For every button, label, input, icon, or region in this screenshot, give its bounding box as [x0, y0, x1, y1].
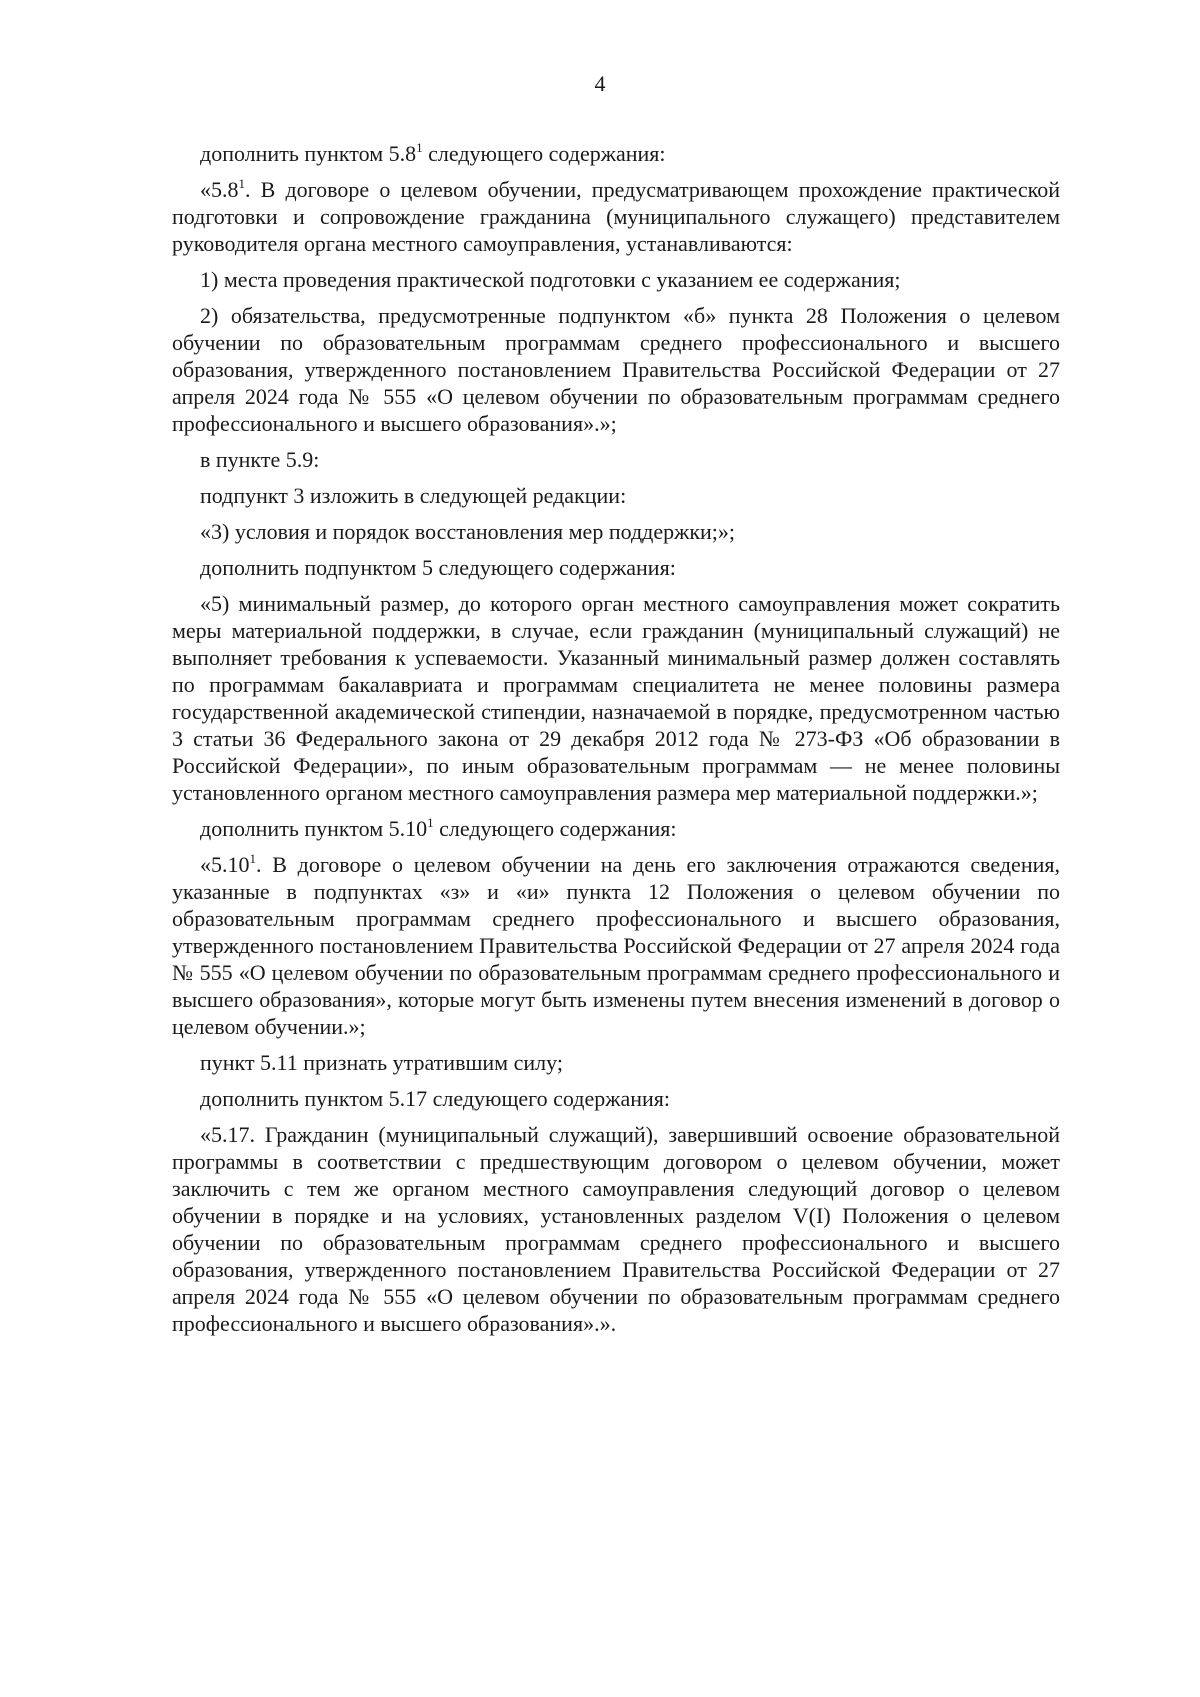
paragraph-text: «5.17. Гражданин (муниципальный служащий), завершивший освоение образовательной программы в соответствии с предшествующим договором о целевом обучении, может заключить с тем же органом местного самоуправления следующий договор о целевом обучении в порядке и на условиях, установленных разделом V(I) Положения о целевом обучении по образовательным программам среднего профессионального и высшего образования, утвержденного постановлением Правительства Российской Федерации от 27 апреля 2024 года № 555 «О целевом обучении по образовательным программам среднего профессионального и высшего образования».».	[172, 1122, 1060, 1336]
paragraph-text-tail: . В договоре о целевом обучении на день его заключения отражаются сведения, указанные в подпунктах «з» и «и» пункта 12 Положения о целевом обучении по образовательным программам среднего профессионального и высшего образования, утвержденного постановлением Правительства Российской Федерации от 27 апреля 2024 года № 555 «О целевом обучении по образовательным программам среднего профессионального и высшего образования», которые могут быть изменены путем внесения изменений в договор о целевом обучении.»;	[172, 852, 1060, 1039]
paragraph	[172, 482, 1060, 509]
paragraph-text: «5) минимальный размер, до которого орган местного самоуправления может сократить меры материальной поддержки, в случае, если гражданин (муниципальный служащий) не выполняет требования к успеваемости. Указанный минимальный размер должен составлять по программам бакалавриата и программам специалитета не менее половины размера государственной академической стипендии, назначаемой в порядке, предусмотренном частью 3 статьи 36 Федерального закона от 29 декабря 2012 года № 273-ФЗ «Об образовании в Российской Федерации», по иным образовательным программам — не менее половины установленного органом местного самоуправления размера мер материальной поддержки.»;	[172, 591, 1060, 805]
paragraph-text-tail: следующего содержания:	[433, 816, 677, 841]
superscript: 1	[238, 176, 245, 191]
paragraph-text: дополнить пунктом 5.8	[200, 141, 417, 166]
paragraph-text-tail: . В договоре о целевом обучении, предусматривающем прохождение практической подготовки и сопровождение гражданина (муниципального служащего) представителем руководителя органа местного самоуправления, устанавливаются:	[172, 177, 1060, 256]
paragraph	[172, 554, 1060, 581]
paragraph-text: подпункт 3 изложить в следующей редакции:	[200, 483, 627, 508]
paragraph-text-tail: следующего содержания:	[422, 141, 666, 166]
page-number: 4	[594, 71, 606, 96]
paragraph	[172, 1085, 1060, 1112]
document-body	[172, 140, 1060, 1346]
paragraph	[172, 176, 1060, 257]
paragraph-text: «3) условия и порядок восстановления мер поддержки;»;	[200, 519, 736, 544]
paragraph-text: пункт 5.11 признать утратившим силу;	[200, 1050, 563, 1075]
paragraph	[172, 851, 1060, 1040]
paragraph	[172, 590, 1060, 806]
paragraph-text: «5.8	[200, 177, 239, 202]
paragraph-text: дополнить пунктом 5.10	[200, 816, 428, 841]
paragraph	[172, 518, 1060, 545]
paragraph	[172, 140, 1060, 167]
paragraph-text: «5.10	[200, 852, 250, 877]
paragraph	[172, 266, 1060, 293]
paragraph	[172, 302, 1060, 437]
paragraph-text: в пункте 5.9:	[200, 447, 320, 472]
paragraph	[172, 815, 1060, 842]
paragraph-text: 1) места проведения практической подготовки с указанием ее содержания;	[200, 267, 901, 292]
paragraph-text: дополнить подпунктом 5 следующего содержания:	[200, 555, 676, 580]
paragraph-text: дополнить пунктом 5.17 следующего содержания:	[200, 1086, 670, 1111]
paragraph	[172, 1049, 1060, 1076]
superscript: 1	[249, 851, 256, 866]
superscript: 1	[416, 140, 423, 155]
paragraph	[172, 446, 1060, 473]
paragraph-text: 2) обязательства, предусмотренные подпунктом «б» пункта 28 Положения о целевом обучении по образовательным программам среднего профессионального и высшего образования, утвержденного постановлением Правительства Российской Федерации от 27 апреля 2024 года № 555 «О целевом обучении по образовательным программам среднего профессионального и высшего образования».»;	[172, 303, 1060, 436]
paragraph	[172, 1121, 1060, 1337]
superscript: 1	[427, 815, 434, 830]
